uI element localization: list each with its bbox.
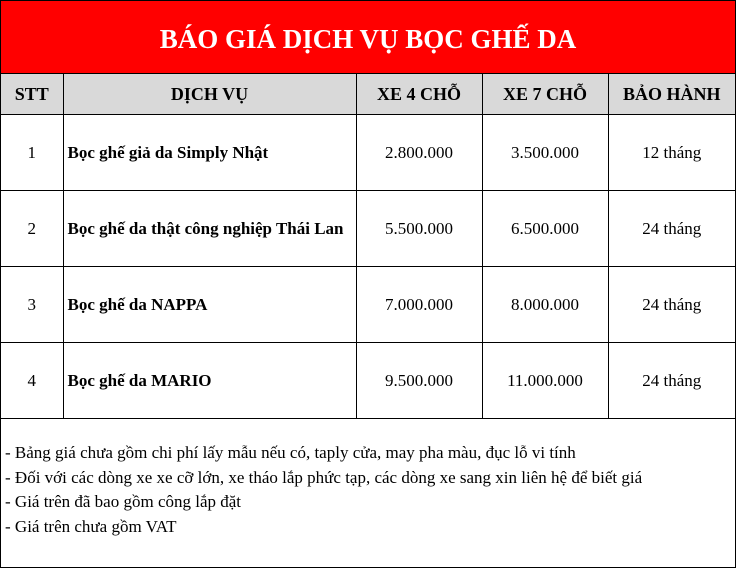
header-warranty: BẢO HÀNH bbox=[608, 74, 735, 115]
header-car7: XE 7 CHỖ bbox=[482, 74, 608, 115]
cell-warranty: 12 tháng bbox=[608, 115, 735, 191]
table-row bbox=[1, 343, 735, 419]
table-row bbox=[1, 267, 735, 343]
cell-car4-price: 7.000.000 bbox=[356, 267, 482, 343]
header-service: DỊCH VỤ bbox=[63, 74, 356, 115]
table-header-row bbox=[1, 74, 735, 115]
notes-section bbox=[5, 441, 642, 539]
cell-service: Bọc ghế da thật công nghiệp Thái Lan bbox=[63, 191, 356, 267]
header-stt: STT bbox=[1, 74, 63, 115]
cell-car4-price: 9.500.000 bbox=[356, 343, 482, 419]
note-line: - Đối với các dòng xe xe cỡ lớn, xe tháo lắp phức tạp, các dòng xe sang xin liên hệ để biết giá bbox=[5, 467, 643, 487]
cell-service: Bọc ghế da MARIO bbox=[63, 343, 356, 419]
header-car4: XE 4 CHỖ bbox=[356, 74, 482, 115]
cell-car7-price: 6.500.000 bbox=[482, 191, 608, 267]
note-line: - Bảng giá chưa gồm chi phí lấy mẫu nếu có, taply cửa, may pha màu, đục lỗ vi tính bbox=[5, 443, 576, 462]
cell-stt: 4 bbox=[1, 343, 63, 419]
cell-car4-price: 5.500.000 bbox=[356, 191, 482, 267]
cell-stt: 1 bbox=[1, 115, 63, 191]
cell-stt: 2 bbox=[1, 191, 63, 267]
table-row bbox=[1, 115, 735, 191]
cell-car7-price: 3.500.000 bbox=[482, 115, 608, 191]
cell-warranty: 24 tháng bbox=[608, 191, 735, 267]
page-title: BÁO GIÁ DỊCH VỤ BỌC GHẾ DA bbox=[1, 1, 735, 74]
note-line: - Giá trên đã bao gồm công lắp đặt bbox=[5, 492, 242, 511]
cell-warranty: 24 tháng bbox=[608, 343, 735, 419]
cell-car7-price: 8.000.000 bbox=[482, 267, 608, 343]
note-line: - Giá trên chưa gồm VAT bbox=[5, 516, 177, 536]
cell-car7-price: 11.000.000 bbox=[482, 343, 608, 419]
cell-warranty: 24 tháng bbox=[608, 267, 735, 343]
table-row bbox=[1, 191, 735, 267]
cell-stt: 3 bbox=[1, 267, 63, 343]
price-table bbox=[1, 74, 735, 419]
cell-car4-price: 2.800.000 bbox=[356, 115, 482, 191]
cell-service: Bọc ghế giả da Simply Nhật bbox=[63, 115, 356, 191]
cell-service: Bọc ghế da NAPPA bbox=[63, 267, 356, 343]
